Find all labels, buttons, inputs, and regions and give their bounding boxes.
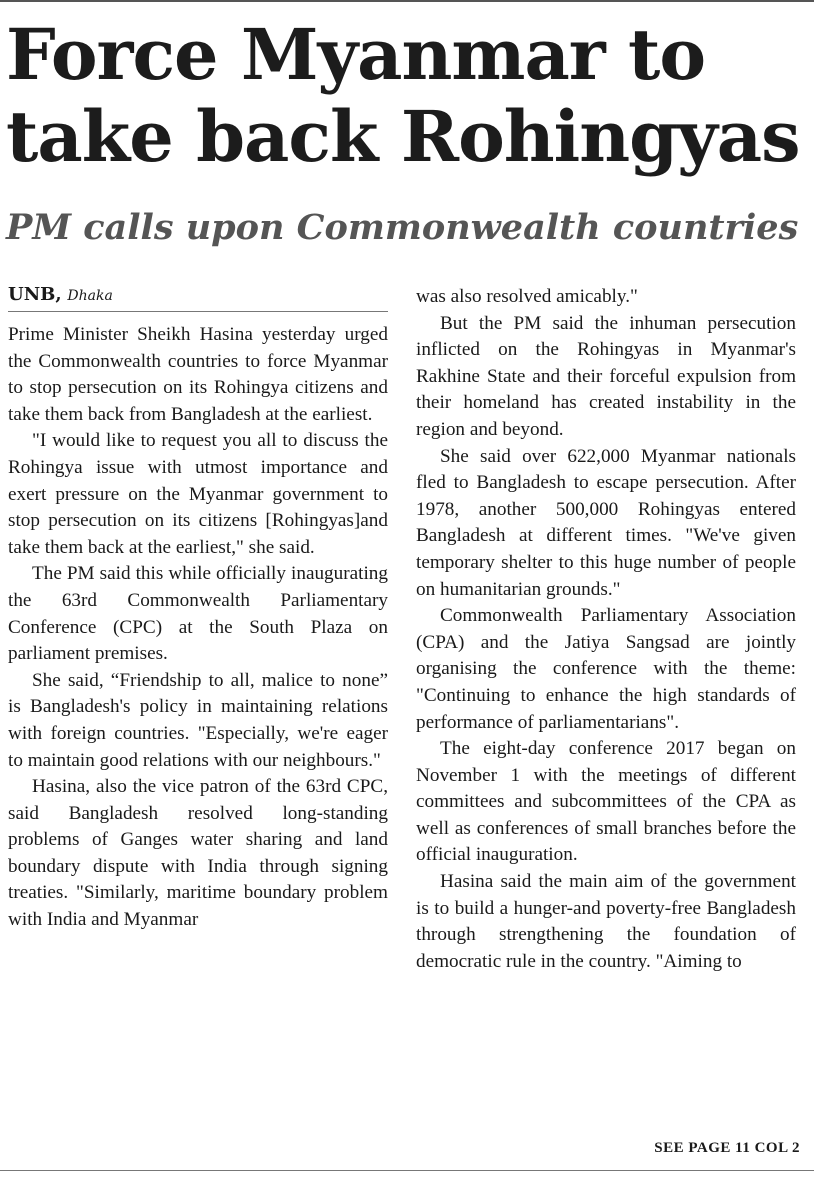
paragraph: She said, “Friendship to all, malice to none” is Bangladesh's policy in maintaining relations with foreign countries. "Especially, we're eager to maintain good relations with our neighbours." [8, 669, 388, 771]
paragraph: "I would like to request you all to discuss the Rohingya issue with utmost importance and exert pressure on the Myanmar government to stop persecution on its citizens [Rohingyas]and take them back at the earliest," she said. [8, 430, 388, 558]
article-column-left [8, 322, 388, 934]
paragraph: Hasina said the main aim of the government is to build a hunger-and poverty-free Bangladesh through strengthening the foundation of democratic rule in the country. "Aiming to [416, 871, 796, 972]
paragraph: was also resolved amicably." [416, 286, 638, 307]
byline-agency: UNB, [8, 284, 62, 305]
headline: Force Myanmar to take back Rohingyas [6, 13, 800, 178]
bottom-rule [0, 1170, 814, 1171]
paragraph: Hasina, also the vice patron of the 63rd CPC, said Bangladesh resolved long-standing problems of Ganges water sharing and land boundary dispute with India through signing treaties. "Similarly, maritime boundary problem with India and Myanmar [8, 776, 388, 931]
paragraph: But the PM said the inhuman persecution inflicted on the Rohingyas in Myanmar's Rakhine State and their forceful expulsion from their homeland has created instability in the region and beyond. [416, 312, 796, 440]
top-rule [0, 0, 814, 2]
article-column-right [416, 284, 796, 975]
paragraph: The eight-day conference 2017 began on November 1 with the meetings of different committees and subcommittees of the CPA as well as conferences of small branches before the official inauguration. [416, 738, 796, 866]
byline-rule [8, 311, 388, 312]
deck-subheadline: PM calls upon Commonwealth countries [6, 207, 799, 248]
paragraph: Commonwealth Parliamentary Association (CPA) and the Jatiya Sangsad are jointly organising the conference with the theme: "Continuing to enhance the high standards of performance of parliamentarians". [416, 605, 796, 733]
paragraph: Prime Minister Sheikh Hasina yesterday urged the Commonwealth countries to force Myanmar to stop persecution on its Rohingya citizens and take them back from Bangladesh at the earliest. [8, 324, 388, 425]
continuation-jump-line: SEE PAGE 11 COL 2 [654, 1140, 800, 1156]
byline-place: Dhaka [67, 288, 113, 304]
paragraph: The PM said this while officially inaugurating the 63rd Commonwealth Parliamentary Conference (CPC) at the South Plaza on parliament premises. [8, 563, 388, 665]
byline [8, 283, 113, 308]
paragraph: She said over 622,000 Myanmar nationals fled to Bangladesh to escape persecution. After 1978, another 500,000 Rohingyas entered Bangladesh at different times. "We've given temporary shelter to this huge number of people on humanitarian grounds." [416, 445, 796, 600]
